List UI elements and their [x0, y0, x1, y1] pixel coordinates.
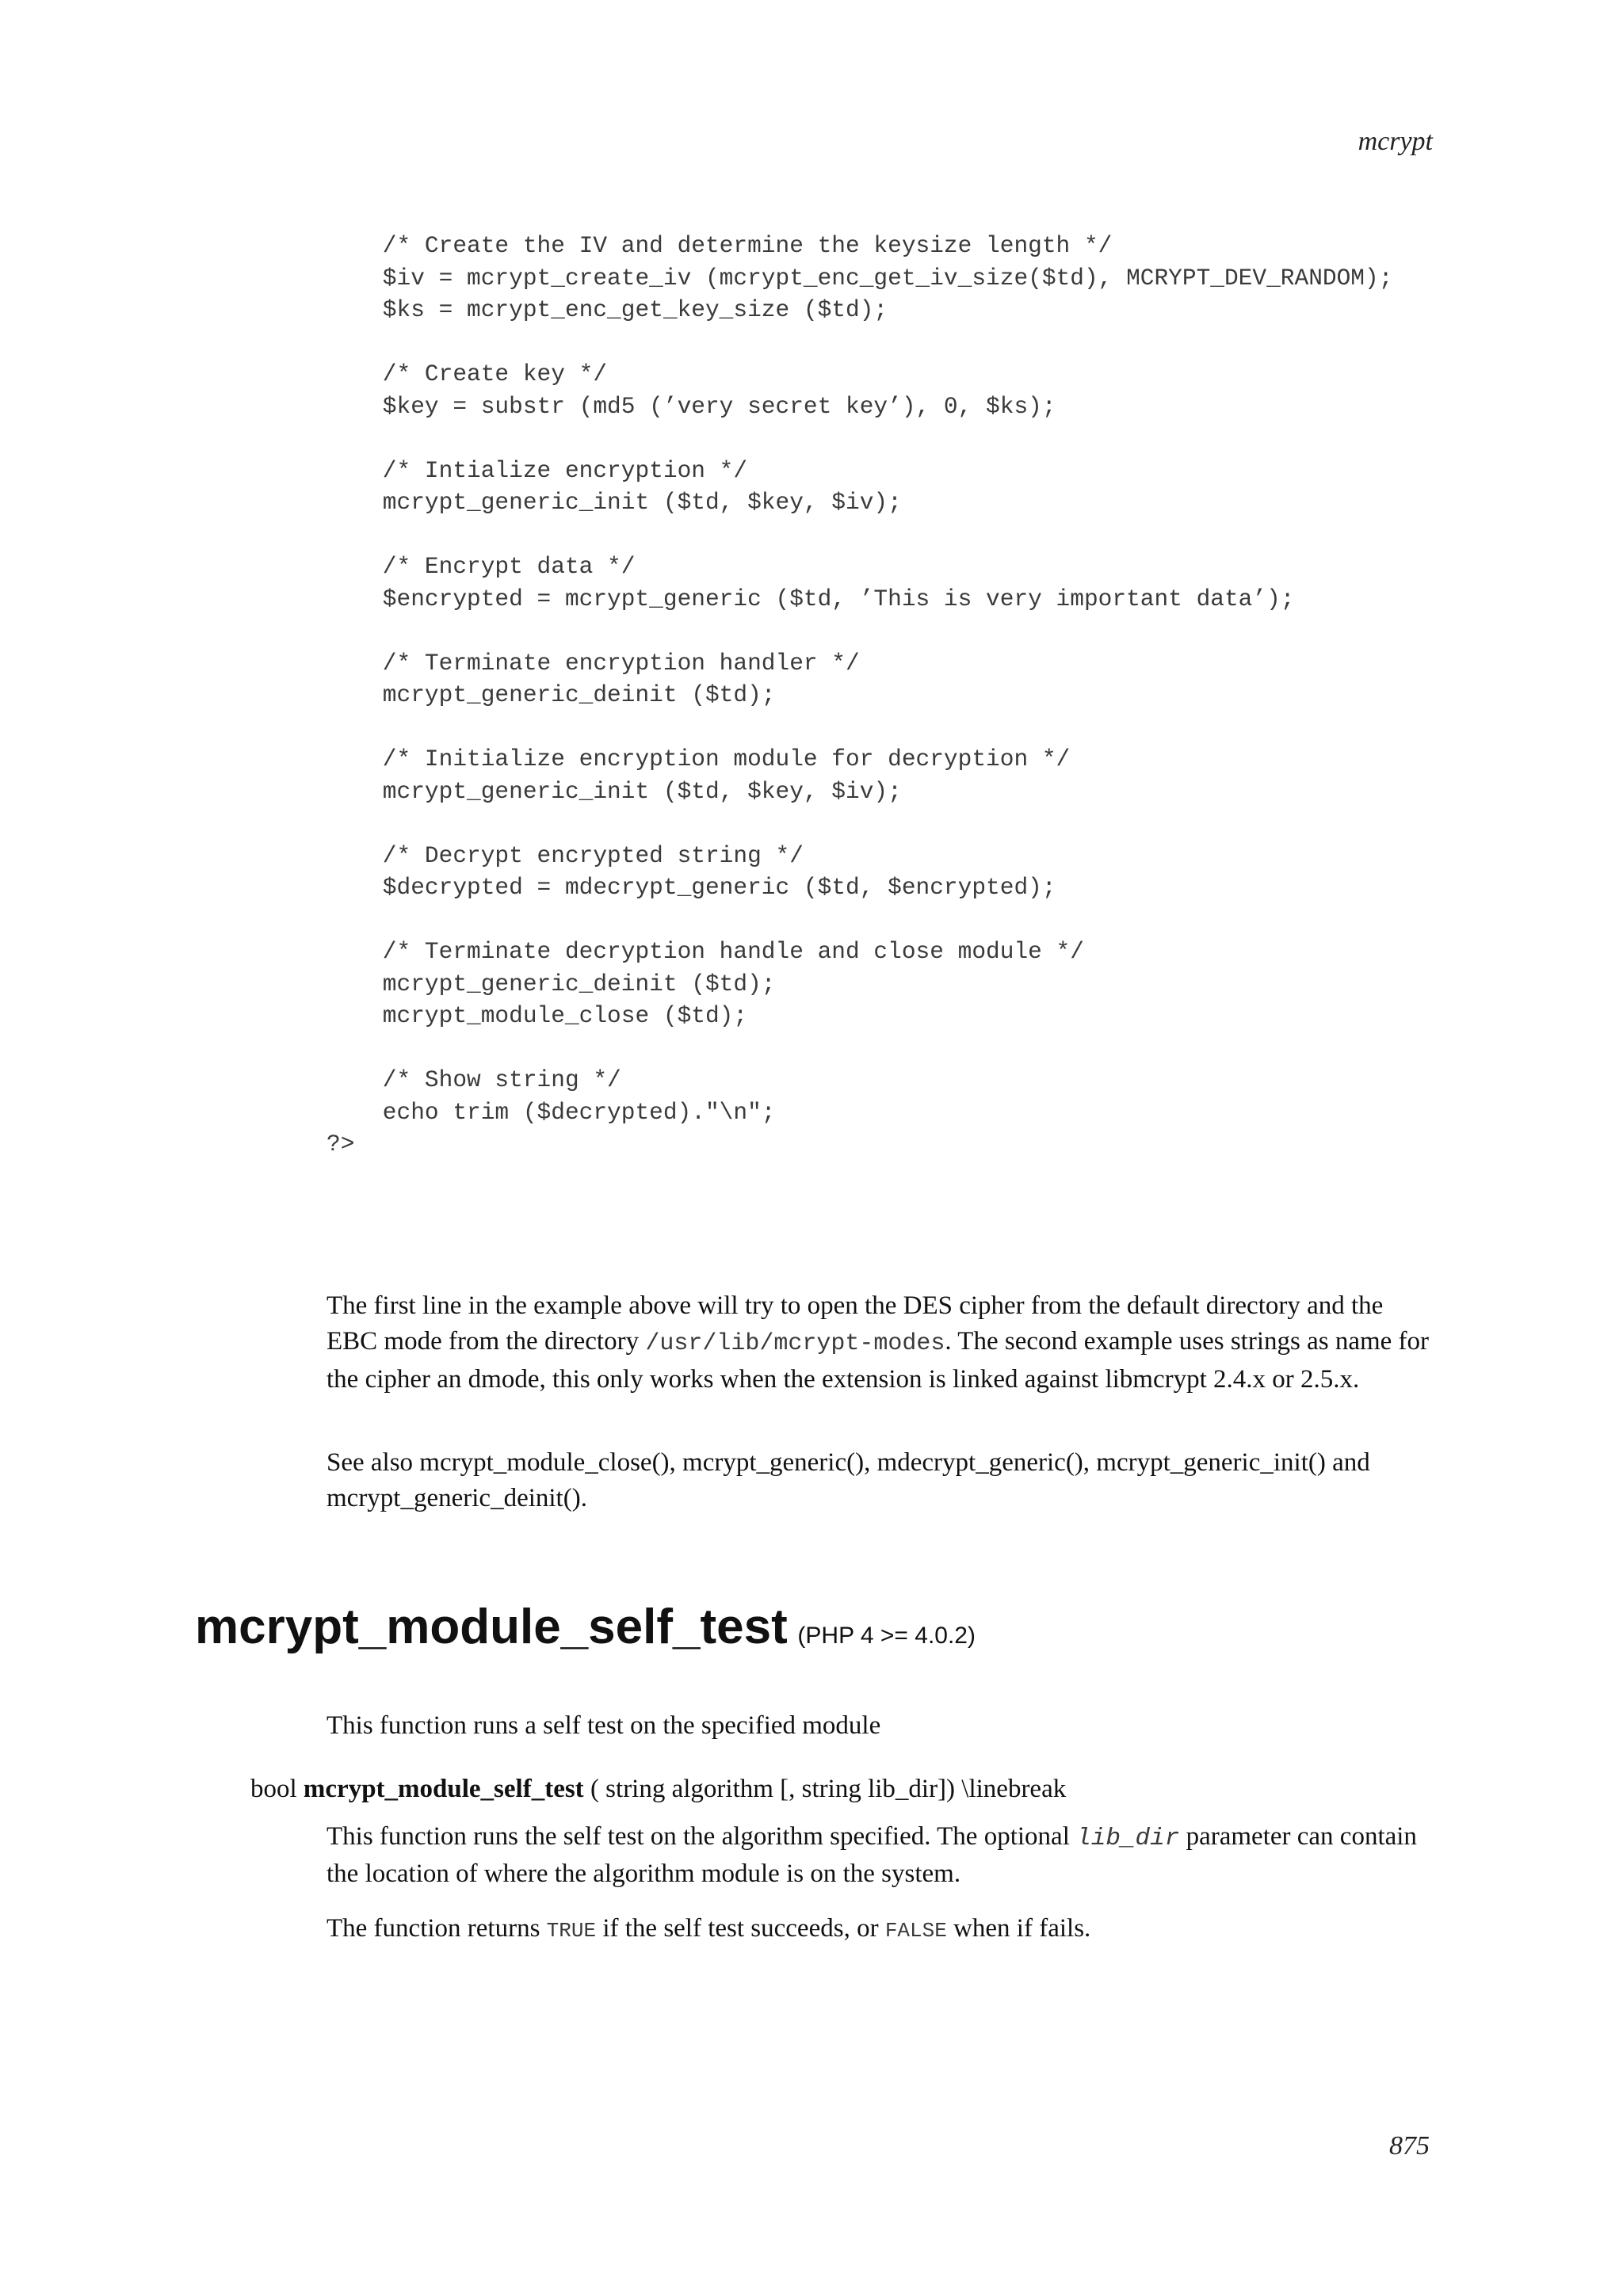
code-line: $key = substr (md5 (’very secret key’), 0, $ks); [327, 392, 1056, 420]
code-line: $decrypted = mdecrypt_generic ($td, $encrypted); [327, 874, 1056, 901]
code-line: /* Encrypt data */ [327, 553, 636, 580]
code-line [327, 904, 1392, 936]
function-name: mcrypt_module_self_test [195, 1600, 788, 1654]
code-line: /* Initialize encryption module for decryption */ [327, 746, 1071, 772]
synopsis-params: ( string algorithm [, string lib_dir]) \linebreak [583, 1775, 1067, 1803]
code-line: mcrypt_module_close ($td); [327, 1002, 748, 1029]
code-line: /* Show string */ [327, 1066, 621, 1093]
code-line: mcrypt_generic_init ($td, $key, $iv); [327, 777, 902, 805]
code-line [327, 326, 1392, 359]
return-text-middle: if the self test succeeds, or [596, 1914, 885, 1943]
code-line [327, 1032, 1392, 1065]
code-line: mcrypt_generic_deinit ($td); [327, 970, 776, 997]
function-version: (PHP 4 >= 4.0.2) [797, 1623, 976, 1649]
code-example [327, 230, 1392, 1161]
false-constant: FALSE [884, 1919, 947, 1943]
explanation-text: The first line in the example above will try to open the DES cipher from the default directory and the EBC mode from the directory [327, 1291, 1384, 1356]
code-line: mcrypt_generic_init ($td, $key, $iv); [327, 489, 902, 516]
return-text: The function returns [327, 1914, 547, 1943]
running-header: mcrypt [1358, 127, 1433, 156]
return-type: bool [250, 1775, 297, 1803]
code-line: $encrypted = mcrypt_generic ($td, ’This is very important data’); [327, 585, 1295, 612]
code-line [327, 807, 1392, 840]
code-line: $iv = mcrypt_create_iv (mcrypt_enc_get_iv_size($td), MCRYPT_DEV_RANDOM); [327, 264, 1393, 292]
code-line: /* Create key */ [327, 360, 608, 387]
code-line [327, 422, 1392, 455]
parameter-name: lib_dir [1076, 1825, 1180, 1852]
code-line: /* Create the IV and determine the keysize length */ [327, 232, 1113, 259]
true-constant: TRUE [546, 1919, 597, 1943]
code-line: ?> [327, 1131, 355, 1158]
function-synopsis [250, 1772, 1066, 1807]
code-line [327, 711, 1392, 744]
see-also-paragraph: See also mcrypt_module_close(), mcrypt_generic(), mdecrypt_generic(), mcrypt_generic_init() and mcrypt_generic_deinit(). [327, 1448, 1370, 1512]
code-line: mcrypt_generic_deinit ($td); [327, 681, 776, 708]
function-summary: This function runs a self test on the specified module [327, 1711, 881, 1740]
code-line: /* Terminate decryption handle and close module */ [327, 938, 1084, 965]
return-value-description [327, 1911, 1436, 1949]
code-line: /* Terminate encryption handler */ [327, 649, 860, 677]
page-number: 875 [1389, 2131, 1430, 2161]
explanation-paragraph [327, 1288, 1436, 1398]
description-text: This function runs the self test on the algorithm specified. The optional [327, 1822, 1077, 1851]
code-line: /* Decrypt encrypted string */ [327, 841, 804, 869]
function-heading [195, 1599, 976, 1655]
code-line [327, 615, 1392, 647]
return-text-end: when if fails. [946, 1914, 1091, 1943]
path-literal: /usr/lib/mcrypt-modes [645, 1330, 945, 1357]
code-line: /* Intialize encryption */ [327, 456, 748, 484]
code-line: echo trim ($decrypted)."\n"; [327, 1098, 776, 1126]
function-description [327, 1819, 1436, 1892]
synopsis-function-name: mcrypt_module_self_test [303, 1775, 584, 1803]
explanation-text-continued: . The second example uses strings as name for the cipher an dmode, this only works when the extension is linked against libmcrypt 2.4.x or 2.5.x. [327, 1327, 1430, 1394]
description-text-continued: parameter can contain the location of where the algorithm module is on the system. [327, 1822, 1417, 1888]
code-line: $ks = mcrypt_enc_get_key_size ($td); [327, 296, 888, 323]
code-line [327, 519, 1392, 551]
